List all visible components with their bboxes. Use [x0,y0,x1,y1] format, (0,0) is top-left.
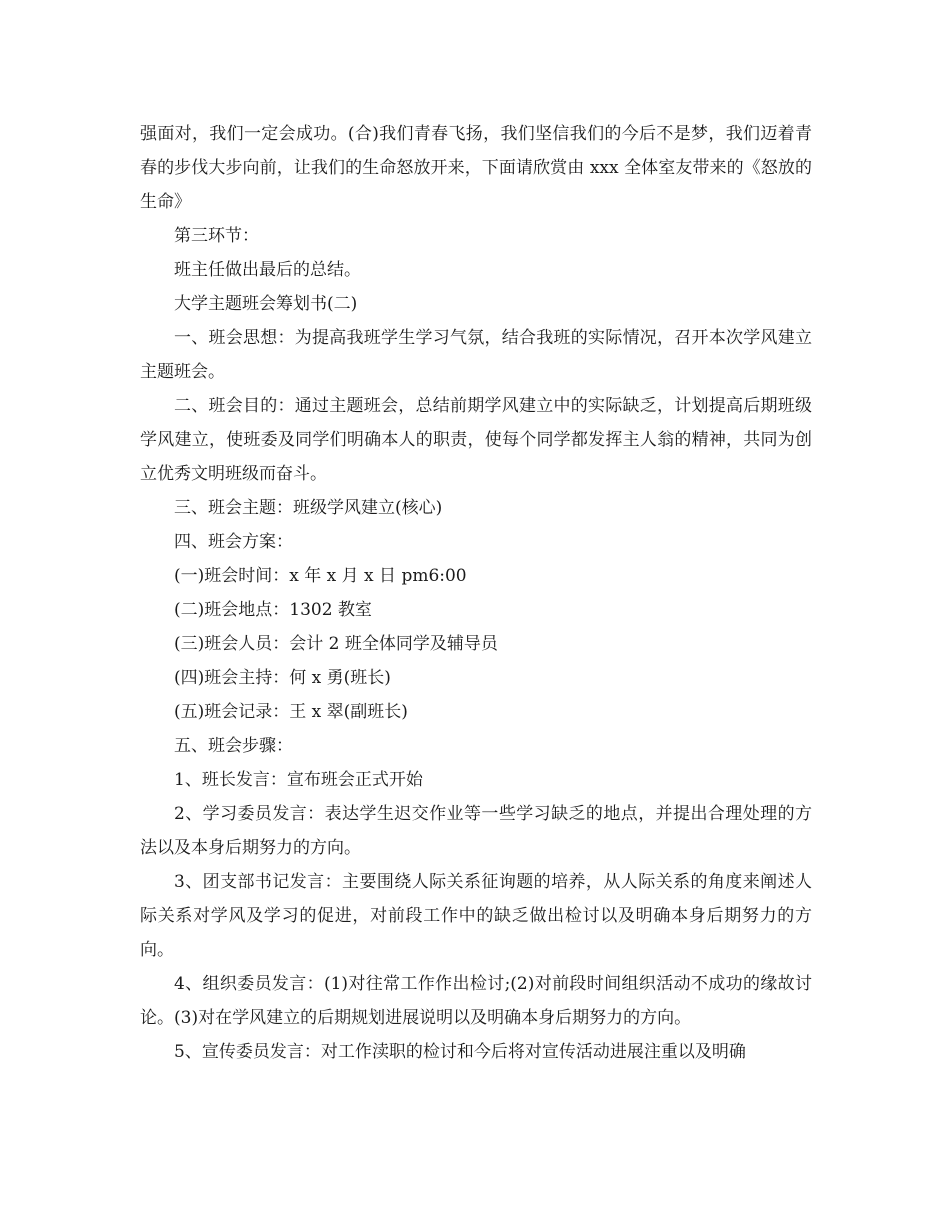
paragraph-3: 班主任做出最后的总结。 [174,260,361,280]
paragraph-18: 4、组织委员发言：(1)对往常工作作出检讨;(2)对前段时间组织活动不成功的缘故讨论。(3)对在学风建立的后期规划进展说明以及明确本身后期努力的方向。 [140,974,812,1028]
paragraph-15: 1、班长发言：宣布班会正式开始 [174,770,423,790]
paragraph-16: 2、学习委员发言：表达学生迟交作业等一些学习缺乏的地点，并提出合理处理的方法以及本身后期努力的方向。 [140,804,812,858]
paragraph-17: 3、团支部书记发言：主要围绕人际关系征询题的培养，从人际关系的角度来阐述人际关系对学风及学习的促进，对前段工作中的缺乏做出检讨以及明确本身后期努力的方向。 [140,872,812,960]
paragraph-6: 二、班会目的：通过主题班会，总结前期学风建立中的实际缺乏，计划提高后期班级学风建立，使班委及同学们明确本人的职责，使每个同学都发挥主人翁的精神，共同为创立优秀文明班级而奋斗。 [140,396,812,484]
paragraph-9: (一)班会时间：x 年 x 月 x 日 pm6:00 [174,566,467,586]
paragraph-19: 5、宣传委员发言：对工作渎职的检讨和今后将对宣传活动进展注重以及明确 [174,1042,746,1062]
paragraph-2: 第三环节： [174,226,259,246]
document-body [140,117,812,1069]
paragraph-13: (五)班会记录：王 x 翠(副班长) [174,702,408,722]
paragraph-12: (四)班会主持：何 x 勇(班长) [174,668,391,688]
paragraph-8: 四、班会方案： [174,532,293,552]
paragraph-4: 大学主题班会筹划书(二) [174,294,358,314]
paragraph-7: 三、班会主题：班级学风建立(核心) [174,498,443,518]
paragraph-1: 强面对，我们一定会成功。(合)我们青春飞扬，我们坚信我们的今后不是梦，我们迈着青春的步伐大步向前，让我们的生命怒放开来，下面请欣赏由 xxx 全体室友带来的《怒放的生命》 [140,124,812,212]
paragraph-11: (三)班会人员：会计 2 班全体同学及辅导员 [174,634,498,654]
paragraph-5: 一、班会思想：为提高我班学生学习气氛，结合我班的实际情况，召开本次学风建立主题班会。 [140,328,812,382]
paragraph-14: 五、班会步骤： [174,736,293,756]
paragraph-10: (二)班会地点：1302 教室 [174,600,372,620]
